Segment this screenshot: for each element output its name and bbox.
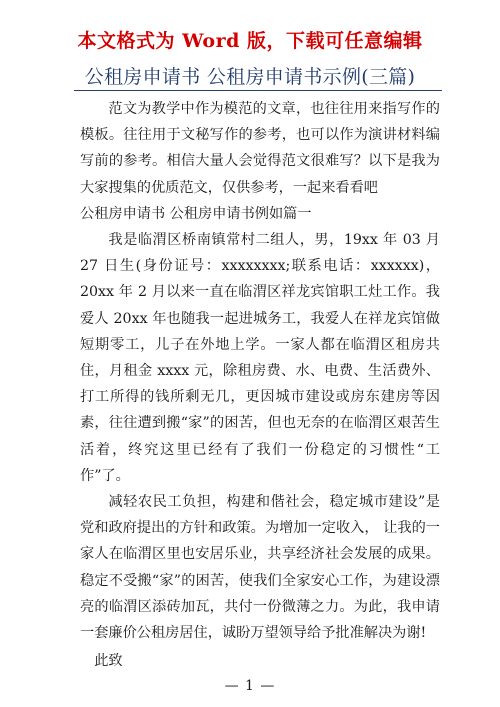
document-body bbox=[80, 96, 440, 674]
word-format-banner: 本文格式为 Word 版，下载可任意编辑 bbox=[77, 30, 423, 52]
body-paragraph-2: 减轻农民工负担，构建和偕社会，稳定城市建设”是党和政府提出的方针和政策。为增加一定收入， 让我的一家人在临渭区里也安居乐业，共享经济社会发展的成果。 稳定不受搬“家”的困苦，使我们全家安心工作，为建设漂亮的临渭区添砖加瓦，共付一份微薄之力。为此，我申请一套廉价公租房居住，诚盼万望领导给予批准解决为谢! bbox=[80, 494, 440, 642]
intro-paragraph: 范文为教学中作为模范的文章，也往往用来指写作的模板。往往用于文秘写作的参考，也可以作为演讲材料编写前的参考。相信大量人会觉得范文很难写？以下是我为大家搜集的优质范文，仅供参考，一起来看看吧 bbox=[80, 101, 440, 196]
title-divider bbox=[74, 90, 442, 91]
body-paragraph-1: 我是临渭区桥南镇常村二组人，男，19xx 年 03 月 27 日生(身份证号：xxxxxxxx;联系电话：xxxxxx)，20xx 年 2 月以来一直在临渭区祥龙宾馆职工灶工作。我爱人 20xx 年也随我一起进城务工，我爱人在祥龙宾馆做短期零工，儿子在外地上学。一家人都在临渭区租房共住，月租金 xxxx 元，除租房费、水、电费、生活费外、打工所得的钱所剩无几，更因城市建设或房东建房等因素，往往遭到搬“家”的困苦，但也无奈的在临渭区艰苦生活着，终究这里已经有了我们一份稳定的习惯性“工作”了。 bbox=[80, 232, 440, 484]
closing-salutation: 此致 bbox=[94, 653, 123, 670]
section-heading: 公租房申请书 公租房申请书例如篇一 bbox=[80, 205, 312, 222]
document-title: 公租房申请书 公租房申请书示例(三篇) bbox=[84, 66, 416, 88]
page-number: — 1 — bbox=[224, 678, 276, 694]
